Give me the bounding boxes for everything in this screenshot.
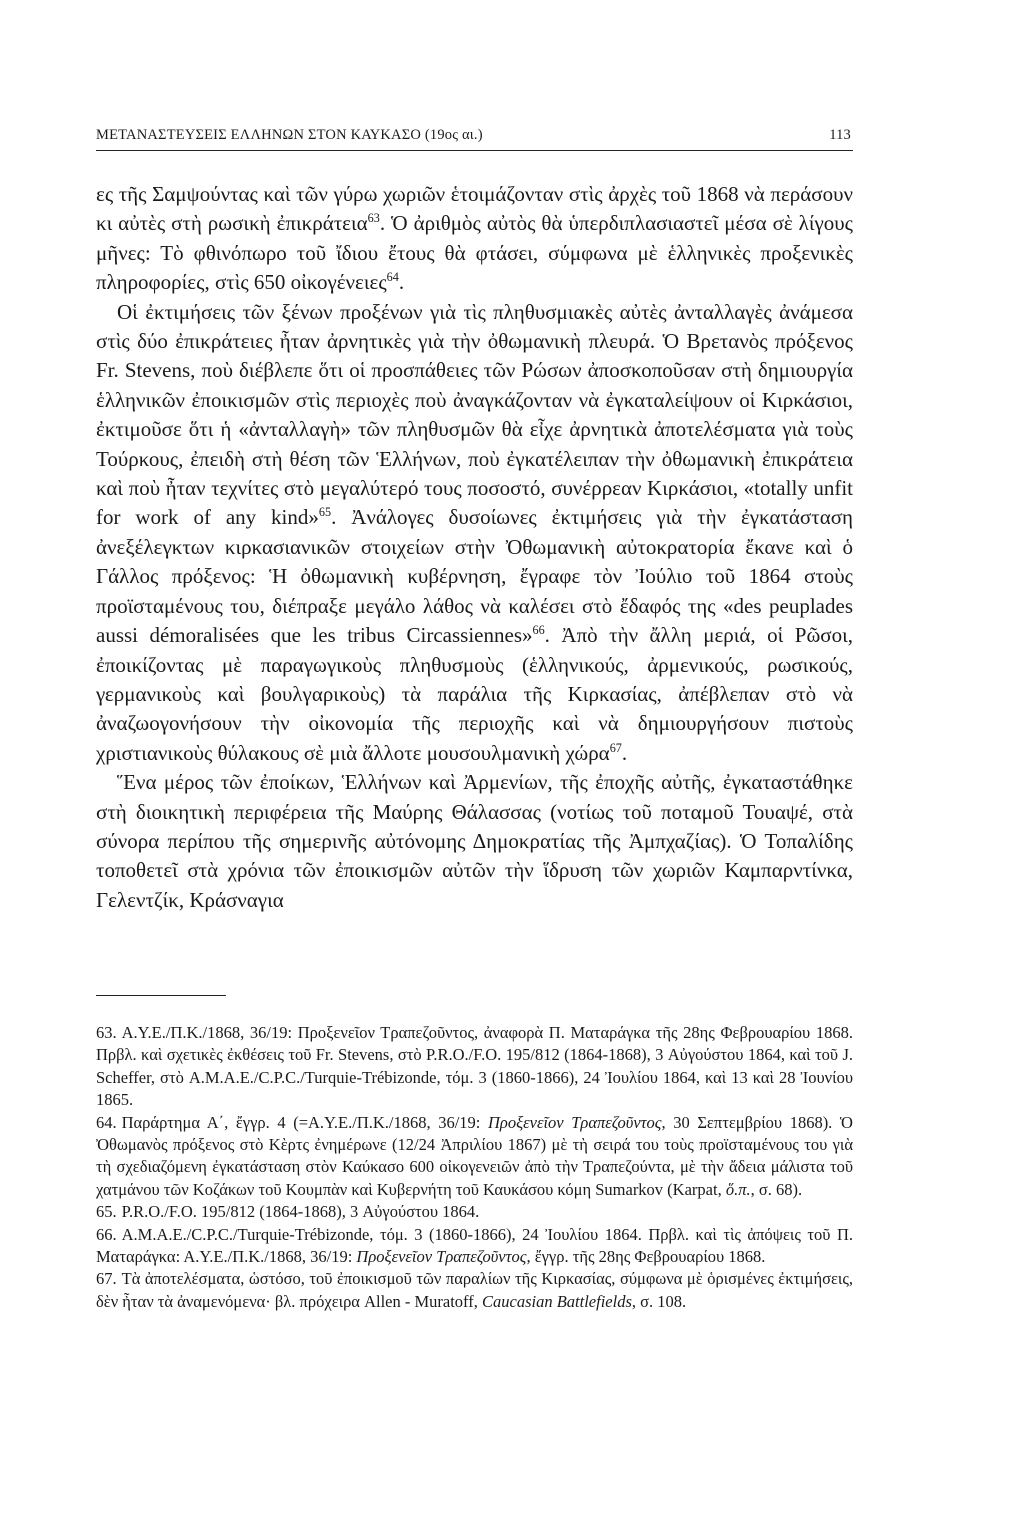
- running-header: [96, 126, 853, 151]
- paragraph-3: Ἕνα μέρος τῶν ἐποίκων, Ἑλλήνων καὶ Ἀρμενίων, τῆς ἐποχῆς αὐτῆς, ἐγκαταστάθηκε στὴ διοικητικὴ περιφέρεια τῆς Μαύρης Θάλασσας (νοτίως τοῦ ποταμοῦ Τουαψέ, στὰ σύνορα περίπου τῆς σημερινῆς αὐτόνομης Δημοκρατίας τῆς Ἀμπχαζίας). Ὁ Τοπαλίδης τοποθετεῖ στὰ χρόνια τῶν ἐποικισμῶν αὐτῶν τὴν ἵδρυση τῶν χωριῶν Καμπαρντίνκα, Γελεντζίκ, Κράσναγια: [96, 770, 853, 912]
- footnote-65: 65. P.R.O./F.O. 195/812 (1864-1868), 3 Αὐγούστου 1864.: [96, 1202, 480, 1222]
- footnote-63: 63. Α.Υ.Ε./Π.Κ./1868, 36/19: Προξενεῖον Τραπεζοῦντος, ἀναφορὰ Π. Ματαράγκα τῆς 28ης Φεβρουαρίου 1868. Πρβλ. καὶ σχετικὲς ἐκθέσεις τοῦ Fr. Stevens, στὸ P.R.O./F.O. 195/812 (1864-1868), 3 Αὐγούστου 1864, καὶ τοῦ J. Scheffer, στὸ A.M.A.E./C.P.C./Turquie-Trébizonde, τόμ. 3 (1860-1866), 24 Ἰουλίου 1864, καὶ 13 καὶ 28 Ἰουνίου 1865.: [96, 1023, 853, 1110]
- footnote-separator: [96, 995, 226, 996]
- footnote-ref-66: 66: [532, 623, 545, 638]
- page-number: 113: [829, 127, 851, 143]
- footnote-67: 67. Τὰ ἀποτελέσματα, ὡστόσο, τοῦ ἐποικισμοῦ τῶν παραλίων τῆς Κιρκασίας, σύμφωνα μὲ ὁρισμένες ἐκτιμήσεις, δὲν ἦταν τὰ ἀναμενόμενα· βλ. πρόχειρα Allen - Muratoff, Caucasian Battlefields, σ. 108.: [96, 1269, 853, 1311]
- footnote-64: 64. Παράρτημα Α΄, ἔγγρ. 4 (=Α.Υ.Ε./Π.Κ./1868, 36/19: Προξενεῖον Τραπεζοῦντος, 30 Σεπτεμβρίου 1868). Ὁ Ὀθωμανὸς πρόξενος στὸ Κὲρτς ἐνημέρωνε (12/24 Ἀπριλίου 1867) μὲ τὴ σειρά του τοὺς προϊσταμένους του γιὰ τὴ σχεδιαζόμενη ἐγκατάσταση στὸν Καύκασο 600 οἰκογενειῶν ἀπὸ τὴν Τραπεζούντα, μὲ τὴν ἄδεια μάλιστα τοῦ χατμάνου τῶν Κοζάκων τοῦ Κουμπὰν καὶ Κυβερνήτη τοῦ Καυκάσου κόμη Sumarkov (Karpat, ὅ.π., σ. 68).: [96, 1112, 853, 1199]
- footnote-ref-64: 64: [386, 270, 399, 285]
- footnote-ref-67: 67: [609, 740, 622, 755]
- footnotes: [96, 1022, 853, 1313]
- document-page: [96, 0, 853, 1529]
- running-title: ΜΕΤΑΝΑΣΤΕΥΣΕΙΣ ΕΛΛΗΝΩΝ ΣΤΟΝ ΚΑΥΚΑΣΟ (19ος αι.): [96, 127, 483, 143]
- footnote-ref-63: 63: [367, 211, 380, 226]
- paragraph-2: Οἱ ἐκτιμήσεις τῶν ξένων προξένων γιὰ τὶς πληθυσμιακὲς αὐτὲς ἀνταλλαγὲς ἀνάμεσα στὶς δύο ἐπικράτειες ἦταν ἀρνητικὲς γιὰ τὴν ὀθωμανικὴ πλευρά. Ὁ Βρετανὸς πρόξενος Fr. Stevens, ποὺ διέβλεπε ὅτι οἱ προσπάθειες τῶν Ρώσων ἀποσκοποῦσαν στὴ δημιουργία ἑλληνικῶν ἐποικισμῶν στὶς περιοχὲς ποὺ ἀναγκάζονταν νὰ ἐγκαταλείψουν οἱ Κιρκάσιοι, ἐκτιμοῦσε ὅτι ἡ «ἀνταλλαγὴ» τῶν πληθυσμῶν θὰ εἶχε ἀρνητικὰ ἀποτελέσματα γιὰ τοὺς Τούρκους, ἐπειδὴ στὴ θέση τῶν Ἑλλήνων, ποὺ ἐγκατέλειπαν τὴν ὀθωμανικὴ ἐπικράτεια καὶ ποὺ ἦταν τεχνίτες στὸ μεγαλύτερό τους ποσοστό, συνέρρεαν Κιρκάσιοι, «totally unfit for work of any kind»$^{65}$. Ἀνάλογες δυσοίωνες ἐκτιμήσεις γιὰ τὴν ἐγκατάσταση ἀνεξέλεγκτων κιρκασιανικῶν στοιχείων στὴν Ὀθωμανικὴ αὐτοκρατορία ἔκανε καὶ ὁ Γάλλος πρόξενος: Ἡ ὀθωμανικὴ κυβέρνηση, ἔγραφε τὸν Ἰούλιο τοῦ 1864 στοὺς προϊσταμένους του, διέπραξε μεγάλο λάθος νὰ καλέσει στὸ ἔδαφός της «des peuplades aussi démoralisées que les tribus Circassiennes»$^{66}$. Ἀπὸ τὴν ἄλλη μεριά, οἱ Ρῶσοι, ἐποικίζοντας μὲ παραγωγικοὺς πληθυσμοὺς (ἑλληνικούς, ἀρμενικούς, ρωσικούς, γερμανικοὺς καὶ βουλγαρικοὺς) τὰ παράλια τῆς Κιρκασίας, ἀπέβλεπαν στὸ νὰ ἀναζωογονήσουν τὴν οἰκονομία τῆς περιοχῆς καὶ νὰ δημιουργήσουν πιστοὺς χριστιανικοὺς θύλακους σὲ μιὰ ἄλλοτε μουσουλμανικὴ χώρα$^{67}$.: [96, 299, 853, 765]
- footnote-66: 66. A.M.A.E./C.P.C./Turquie-Trébizonde, τόμ. 3 (1860-1866), 24 Ἰουλίου 1864. Πρβλ. καὶ τὶς ἀπόψεις τοῦ Π. Ματαράγκα: Α.Υ.Ε./Π.Κ./1868, 36/19: Προξενεῖον Τραπεζοῦντος, ἔγγρ. τῆς 28ης Φεβρουαρίου 1868.: [96, 1224, 853, 1267]
- footnote-ref-65: 65: [318, 505, 332, 520]
- main-text: [96, 180, 853, 915]
- paragraph-1: ες τῆς Σαμψούντας καὶ τῶν γύρω χωριῶν ἑτοιμάζονταν στὶς ἀρχὲς τοῦ 1868 νὰ περάσουν κι αὐτὲς στὴ ρωσικὴ ἐπικράτεια$^{63}$. Ὁ ἀριθμὸς αὐτὸς θὰ ὑπερδιπλασιαστεῖ μέσα σὲ λίγους μῆνες: Τὸ φθινόπωρο τοῦ ἴδιου ἔτους θὰ φτάσει, σύμφωνα μὲ ἑλληνικὲς προξενικὲς πληροφορίες, στὶς 650 οἰκογένειες$^{64}$.: [96, 182, 854, 295]
